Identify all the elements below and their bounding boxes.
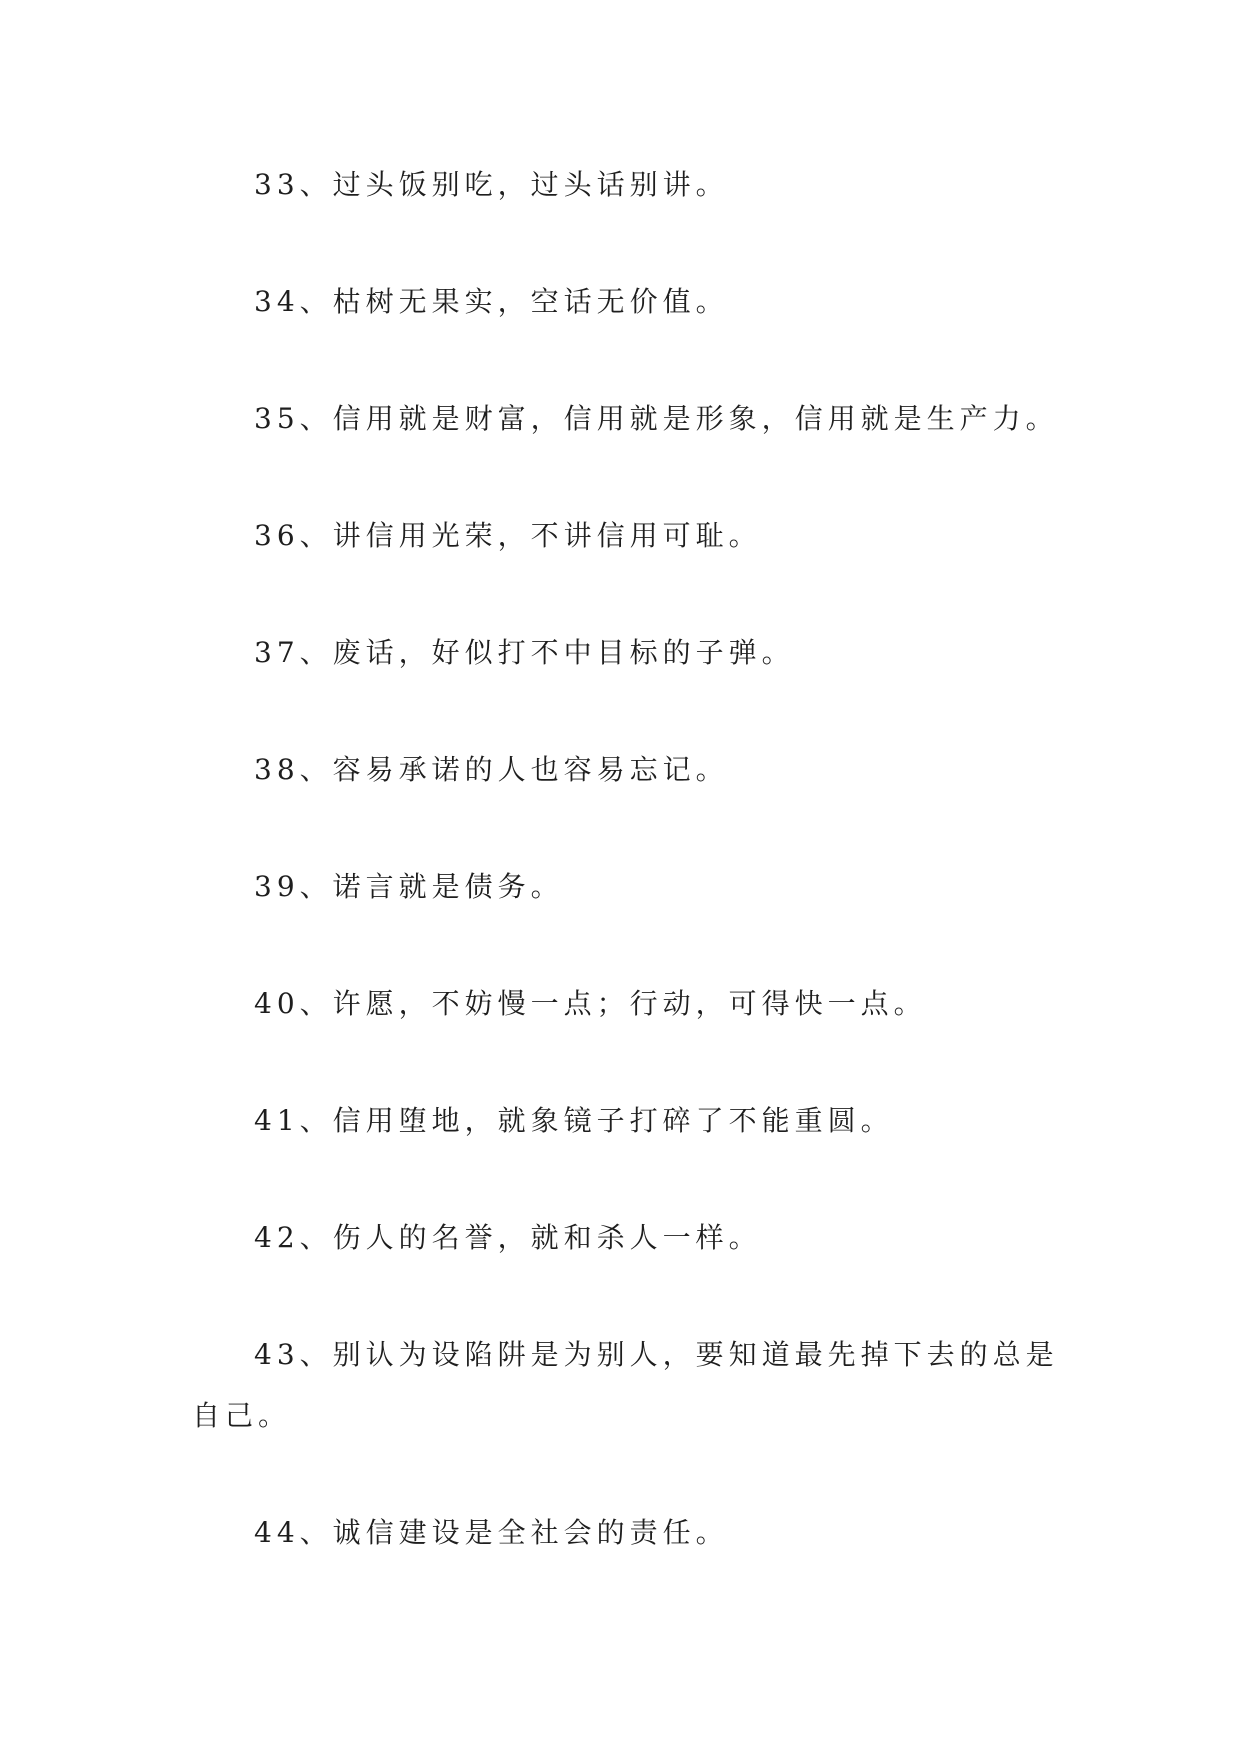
list-item-34: 34、枯树无果实，空话无价值。 [254,285,729,318]
list-item-43: 43、别认为设陷阱是为别人，要知道最先掉下去的总是自己。 [192,1338,1059,1432]
list-item-36: 36、讲信用光荣，不讲信用可耻。 [254,519,762,552]
list-item-35: 35、信用就是财富，信用就是形象，信用就是生产力。 [254,402,1059,435]
list-item-41: 41、信用堕地，就象镜子打碎了不能重圆。 [254,1104,894,1137]
list-item-42: 42、伤人的名誉，就和杀人一样。 [254,1221,762,1254]
list-item-40: 40、许愿，不妨慢一点；行动，可得快一点。 [254,987,927,1020]
list-item-38: 38、容易承诺的人也容易忘记。 [254,753,729,786]
list-item-33: 33、过头饭别吃，过头话别讲。 [254,168,729,201]
list-item-39: 39、诺言就是债务。 [254,870,564,903]
document-body [192,154,1072,1619]
list-item-37: 37、废话，好似打不中目标的子弹。 [254,636,795,669]
list-item-44: 44、诚信建设是全社会的责任。 [254,1516,729,1549]
